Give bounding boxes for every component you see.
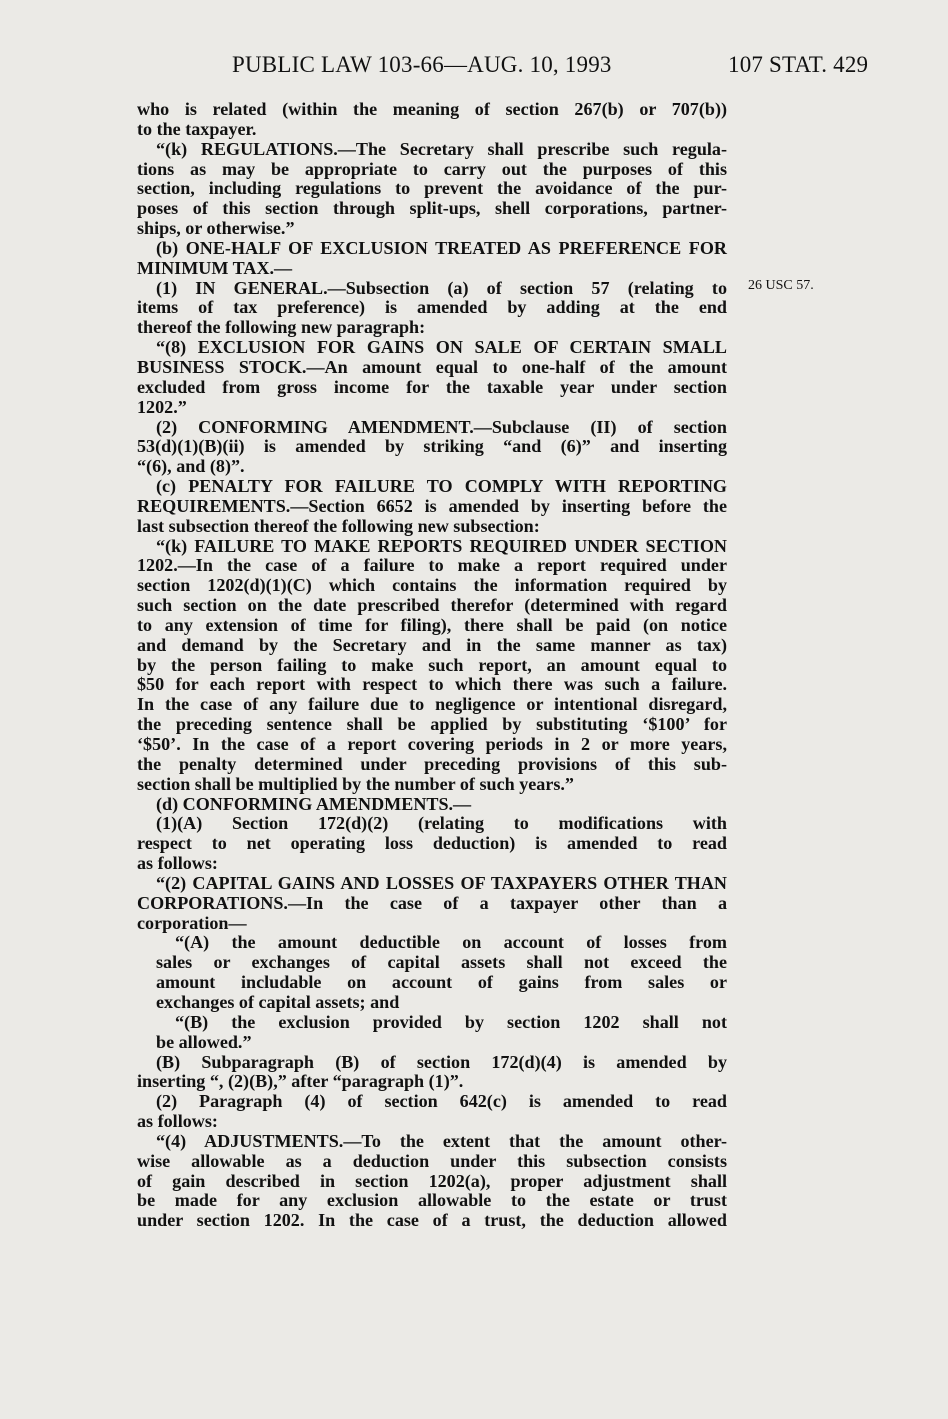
text-line: In the case of any failure due to negligence or intentional disregard, bbox=[137, 694, 727, 715]
body-text bbox=[137, 100, 727, 1231]
text-line: (1)(A) Section 172(d)(2) (relating to modifications with bbox=[156, 813, 727, 834]
text-line: (2) Paragraph (4) of section 642(c) is amended to read bbox=[156, 1091, 727, 1112]
margin-note: 26 USC 57. bbox=[748, 278, 814, 293]
text-line: be made for any exclusion allowable to the estate or trust bbox=[137, 1190, 727, 1211]
text-line: by the person failing to make such report, an amount equal to bbox=[137, 654, 727, 675]
text-line: BUSINESS STOCK.—An amount equal to one-half of the amount bbox=[137, 356, 727, 377]
text-line: “(k) FAILURE TO MAKE REPORTS REQUIRED UNDER SECTION bbox=[156, 535, 727, 556]
header-stat-citation: 107 STAT. 429 bbox=[728, 52, 869, 77]
text-line: the preceding sentence shall be applied by substituting ‘$100’ for bbox=[137, 714, 727, 735]
text-line: tions as may be appropriate to carry out the purposes of this bbox=[137, 158, 727, 179]
text-line: ships, or otherwise.” bbox=[137, 218, 295, 239]
text-line: 1202.” bbox=[137, 396, 187, 417]
text-line: corporation— bbox=[137, 912, 247, 933]
text-line: section 1202(d)(1)(C) which contains the information required by bbox=[137, 575, 727, 596]
text-line: (B) Subparagraph (B) of section 172(d)(4) is amended by bbox=[156, 1051, 727, 1072]
text-line: section shall be multiplied by the number of such years.” bbox=[137, 773, 574, 794]
text-line: such section on the date prescribed therefor (determined with regard bbox=[137, 595, 727, 616]
text-line: $50 for each report with respect to which there was such a failure. bbox=[137, 674, 727, 695]
header-title: PUBLIC LAW 103-66—AUG. 10, 1993 bbox=[232, 52, 612, 77]
text-line: exchanges of capital assets; and bbox=[156, 991, 400, 1012]
text-line: CORPORATIONS.—In the case of a taxpayer other than a bbox=[137, 892, 727, 913]
text-line: under section 1202. In the case of a trust, the deduction allowed bbox=[137, 1210, 727, 1231]
text-line: 53(d)(1)(B)(ii) is amended by striking “and (6)” and inserting bbox=[137, 436, 727, 457]
text-line: respect to net operating loss deduction) is amended to read bbox=[137, 833, 727, 854]
text-line: to the taxpayer. bbox=[137, 118, 257, 139]
text-line: “(k) REGULATIONS.—The Secretary shall prescribe such regula- bbox=[156, 138, 727, 159]
text-line: inserting “, (2)(B),” after “paragraph (1)”. bbox=[137, 1071, 464, 1092]
text-line: (c) PENALTY FOR FAILURE TO COMPLY WITH REPORTING bbox=[156, 476, 727, 497]
text-line: (b) ONE-HALF OF EXCLUSION TREATED AS PREFERENCE FOR bbox=[156, 237, 727, 258]
text-line: “(A) the amount deductible on account of losses from bbox=[175, 932, 727, 953]
text-line: “(4) ADJUSTMENTS.—To the extent that the amount other- bbox=[156, 1130, 727, 1151]
text-line: (1) IN GENERAL.—Subsection (a) of section 57 (relating to bbox=[156, 277, 727, 298]
running-header bbox=[0, 52, 948, 82]
text-line: last subsection thereof the following new subsection: bbox=[137, 515, 540, 536]
text-line: sales or exchanges of capital assets shall not exceed the bbox=[156, 952, 727, 973]
text-line: be allowed.” bbox=[156, 1031, 252, 1052]
text-line: “(2) CAPITAL GAINS AND LOSSES OF TAXPAYERS OTHER THAN bbox=[156, 872, 727, 893]
text-line: who is related (within the meaning of section 267(b) or 707(b)) bbox=[137, 99, 727, 119]
text-line: “(B) the exclusion provided by section 1202 shall not bbox=[175, 1011, 727, 1032]
text-line: poses of this section through split-ups, shell corporations, partner- bbox=[137, 198, 727, 219]
text-line: 1202.—In the case of a failure to make a report required under bbox=[137, 555, 727, 576]
text-line: ‘$50’. In the case of a report covering periods in 2 or more years, bbox=[137, 734, 727, 754]
text-line: “(8) EXCLUSION FOR GAINS ON SALE OF CERTAIN SMALL bbox=[156, 337, 727, 358]
text-line: the penalty determined under preceding provisions of this sub- bbox=[137, 753, 727, 774]
text-line: REQUIREMENTS.—Section 6652 is amended by inserting before the bbox=[137, 495, 727, 516]
text-line: wise allowable as a deduction under this subsection consists bbox=[137, 1150, 727, 1171]
text-line: MINIMUM TAX.— bbox=[137, 257, 293, 278]
text-line: (2) CONFORMING AMENDMENT.—Subclause (II) of section bbox=[156, 416, 727, 437]
text-line: to any extension of time for filing), there shall be paid (on notice bbox=[137, 614, 727, 635]
text-line: and demand by the Secretary and in the same manner as tax) bbox=[137, 634, 727, 655]
text-line: “(6), and (8)”. bbox=[137, 456, 245, 477]
text-line: items of tax preference) is amended by adding at the end bbox=[137, 297, 727, 318]
text-line: section, including regulations to prevent the avoidance of the pur- bbox=[137, 178, 727, 199]
text-line: amount includable on account of gains from sales or bbox=[156, 972, 727, 993]
text-line: as follows: bbox=[137, 853, 218, 874]
text-line: of gain described in section 1202(a), proper adjustment shall bbox=[137, 1170, 727, 1191]
text-line: excluded from gross income for the taxable year under section bbox=[137, 376, 727, 397]
text-line: (d) CONFORMING AMENDMENTS.— bbox=[156, 793, 472, 814]
text-line: as follows: bbox=[137, 1111, 218, 1132]
text-line: thereof the following new paragraph: bbox=[137, 317, 426, 338]
